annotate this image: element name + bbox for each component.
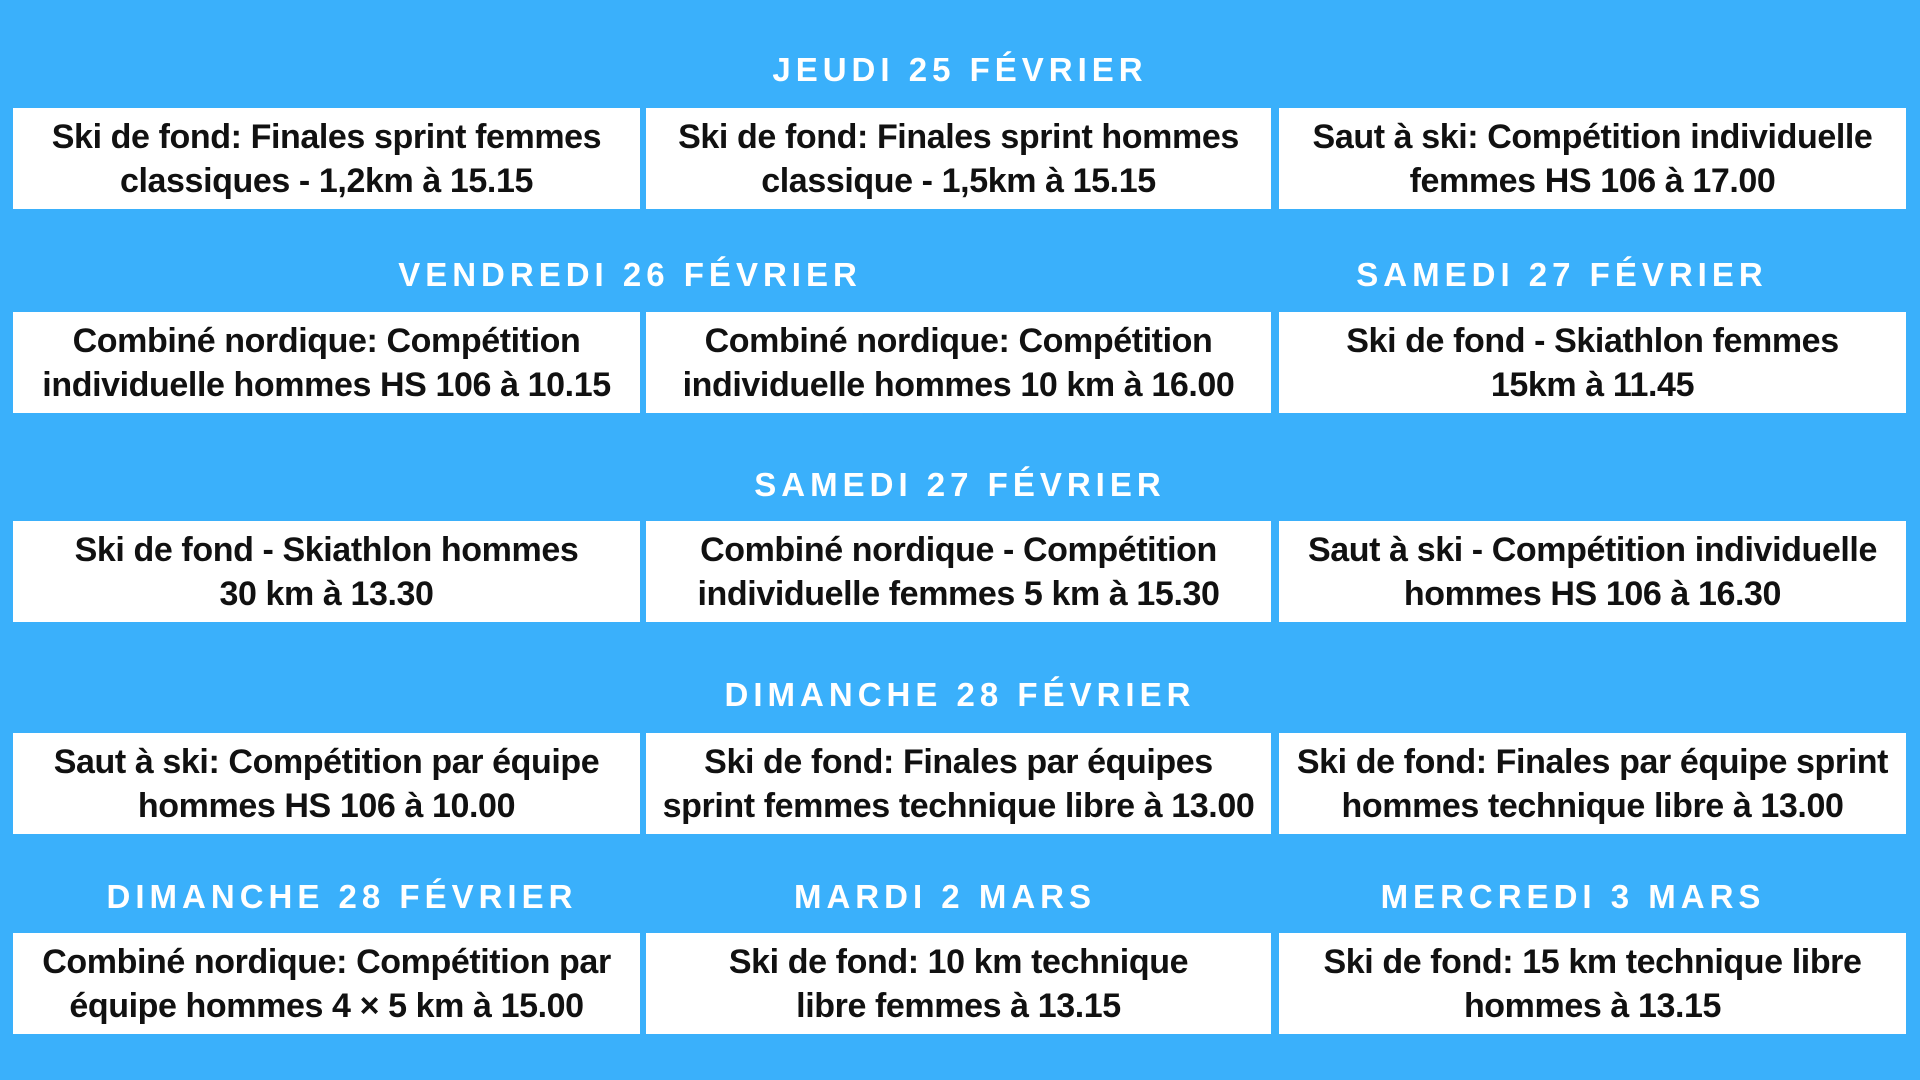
- event-text: Combiné nordique: Compétition individuelle hommes 10 km à 16.00: [682, 321, 1235, 404]
- event-card: [1279, 312, 1906, 413]
- day-heading-mercredi-3: MERCREDI 3 MARS: [1380, 878, 1766, 915]
- event-text: Ski de fond: 10 km technique libre femmes à 13.15: [728, 942, 1189, 1025]
- event-card: [1279, 521, 1906, 622]
- day-heading-mardi-2: MARDI 2 MARS: [793, 878, 1096, 915]
- event-card: [646, 312, 1271, 413]
- event-text: Ski de fond: Finales sprint femmes classiques - 1,2km à 15.15: [51, 117, 602, 200]
- event-card: [13, 933, 640, 1034]
- day-heading-vendredi-26: VENDREDI 26 FÉVRIER: [398, 256, 862, 293]
- event-card: [1279, 108, 1906, 209]
- event-text: Saut à ski: Compétition par équipe hommes HS 106 à 10.00: [53, 742, 600, 825]
- event-text: Ski de fond - Skiathlon femmes 15km à 11.45: [1346, 321, 1839, 404]
- event-card: [13, 312, 640, 413]
- event-card: [646, 108, 1271, 209]
- event-text: Ski de fond: Finales par équipe sprint hommes technique libre à 13.00: [1296, 742, 1889, 825]
- event-text: Saut à ski - Compétition individuelle hommes HS 106 à 16.30: [1308, 530, 1877, 613]
- event-text: Combiné nordique - Compétition individuelle femmes 5 km à 15.30: [697, 530, 1220, 613]
- event-card: [13, 108, 640, 209]
- event-text: Ski de fond: Finales par équipes sprint femmes technique libre à 13.00: [662, 742, 1255, 825]
- day-heading-samedi-27: SAMEDI 27 FÉVRIER: [754, 466, 1166, 503]
- day-heading-samedi-27: SAMEDI 27 FÉVRIER: [1356, 256, 1768, 293]
- event-text: Combiné nordique: Compétition par équipe hommes 4 × 5 km à 15.00: [42, 942, 611, 1025]
- event-card: [646, 521, 1271, 622]
- day-heading-jeudi-25: JEUDI 25 FÉVRIER: [772, 51, 1148, 88]
- day-heading-dimanche-28: DIMANCHE 28 FÉVRIER: [106, 878, 578, 915]
- event-card: [1279, 933, 1906, 1034]
- event-text: Combiné nordique: Compétition individuelle hommes HS 106 à 10.15: [42, 321, 611, 404]
- event-text: Ski de fond: 15 km technique libre hommes à 13.15: [1323, 942, 1862, 1025]
- event-text: Ski de fond - Skiathlon hommes 30 km à 13.30: [74, 530, 579, 613]
- event-card: [13, 521, 640, 622]
- event-card: [1279, 733, 1906, 834]
- event-card: [646, 733, 1271, 834]
- event-card: [646, 933, 1271, 1034]
- day-heading-dimanche-28: DIMANCHE 28 FÉVRIER: [724, 676, 1196, 713]
- event-text: Saut à ski: Compétition individuelle femmes HS 106 à 17.00: [1312, 117, 1873, 200]
- event-text: Ski de fond: Finales sprint hommes classique - 1,5km à 15.15: [678, 117, 1239, 200]
- event-card: [13, 733, 640, 834]
